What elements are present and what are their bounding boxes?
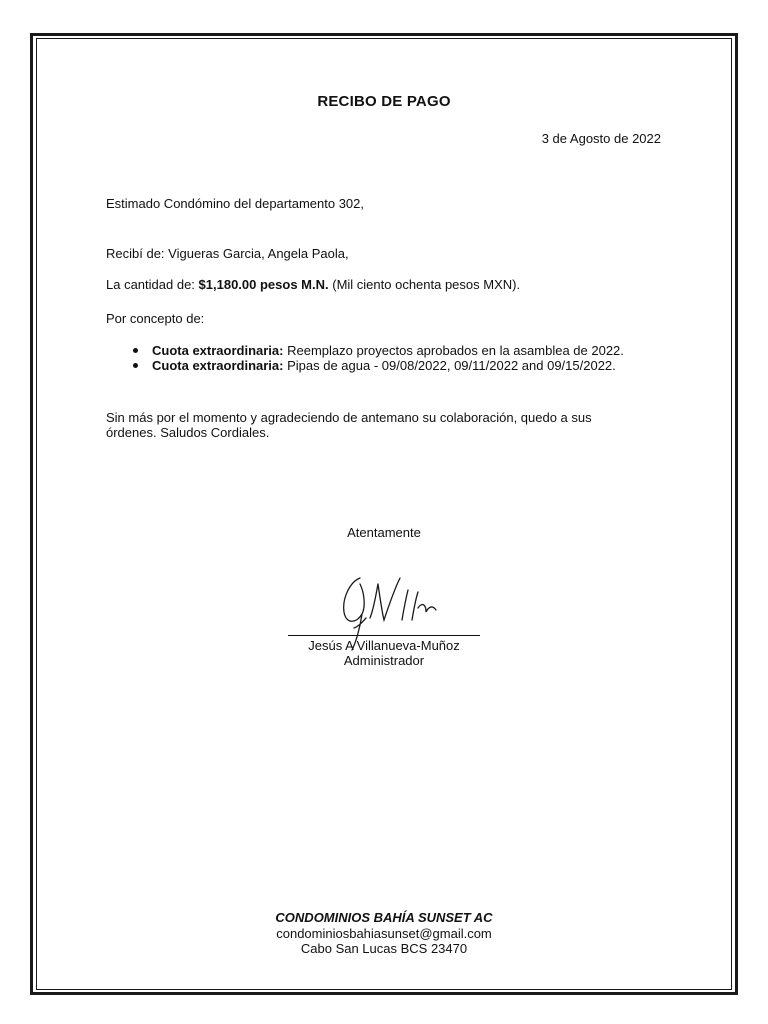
concept-list xyxy=(106,343,624,373)
receipt-date: 3 de Agosto de 2022 xyxy=(541,131,661,146)
concept-label: Por concepto de: xyxy=(106,311,205,326)
list-item xyxy=(106,343,624,358)
concept-text: Reemplazo proyectos aprobados en la asamblea de 2022. xyxy=(287,343,624,358)
signer-name: Jesús A Villanueva-Muñoz xyxy=(308,638,460,653)
received-from-value: Vigueras Garcia, Angela Paola, xyxy=(168,246,349,261)
bullet-icon xyxy=(133,363,138,368)
amount-value: $1,180.00 pesos M.N. xyxy=(198,277,329,292)
page-border-inner xyxy=(36,38,732,990)
receipt-title: RECIBO DE PAGO xyxy=(317,93,451,110)
concept-label-bold: Cuota extraordinaria: xyxy=(152,358,284,373)
signature-line xyxy=(288,635,480,636)
bullet-icon xyxy=(133,348,138,353)
received-from-label: Recibí de: xyxy=(106,246,165,261)
footer-organization: CONDOMINIOS BAHÍA SUNSET AC xyxy=(275,910,493,925)
concept-label-bold: Cuota extraordinaria: xyxy=(152,343,284,358)
amount-words: (Mil ciento ochenta pesos MXN). xyxy=(332,277,521,292)
closing-line: órdenes. Saludos Cordiales. xyxy=(106,425,270,440)
received-from-line xyxy=(106,246,349,261)
regards-text: Atentamente xyxy=(347,525,421,540)
salutation: Estimado Condómino del departamento 302, xyxy=(106,196,364,211)
amount-line xyxy=(106,277,520,292)
concept-text: Pipas de agua - 09/08/2022, 09/11/2022 and 09/15/2022. xyxy=(287,358,616,373)
footer-address: Cabo San Lucas BCS 23470 xyxy=(300,941,468,956)
closing-line: Sin más por el momento y agradeciendo de antemano su colaboración, quedo a sus xyxy=(106,410,592,425)
list-item xyxy=(106,358,624,373)
closing-paragraph xyxy=(106,410,666,440)
footer-email: condominiosbahiasunset@gmail.com xyxy=(276,926,492,941)
signer-role: Administrador xyxy=(343,653,425,668)
amount-label: La cantidad de: xyxy=(106,277,195,292)
